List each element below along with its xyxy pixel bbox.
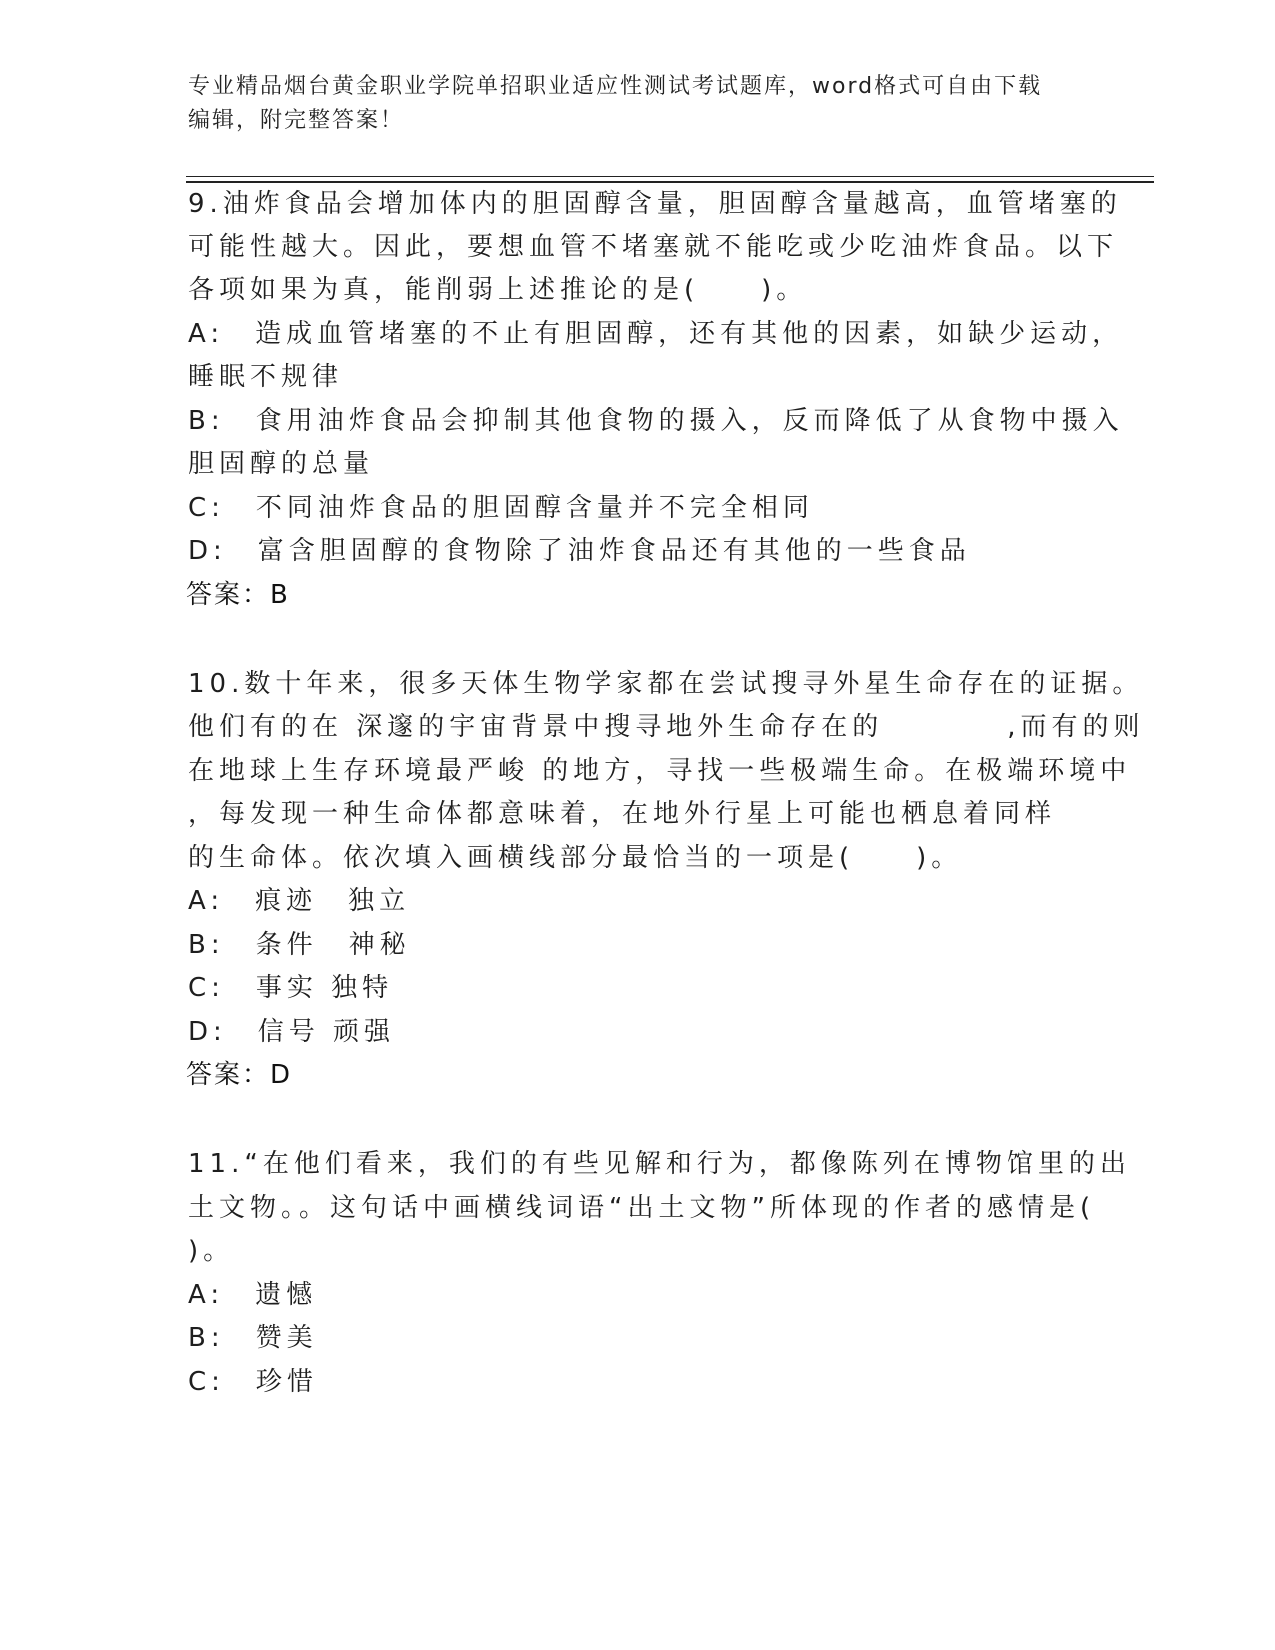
- question-9-option-b: B: 食用油炸食品会抑制其他食物的摄入，反而降低了从食物中摄入: [188, 406, 1124, 436]
- header-text: [188, 70, 1088, 138]
- question-10-stem-line-1: 10.数十年来，很多天体生物学家都在尝试搜寻外星生命存在的证据。: [188, 669, 1144, 699]
- question-11-stem-line-3: )。: [188, 1236, 235, 1266]
- question-10-stem-line-5: 的生命体。依次填入画横线部分最恰当的一项是( )。: [188, 843, 963, 873]
- question-10-option-b: B: 条件 神秘: [188, 930, 411, 960]
- question-11-stem-line-2: 土文物。。这句话中画横线词语“出土文物”所体现的作者的感情是(: [188, 1193, 1096, 1223]
- question-10-answer: 答案：D: [186, 1060, 293, 1090]
- question-10-option-d: D: 信号 顽强: [188, 1017, 396, 1047]
- question-9-stem-line-3: 各项如果为真，能削弱上述推论的是( )。: [188, 275, 808, 305]
- question-9-answer: 答案：B: [186, 580, 290, 610]
- header-divider-thick: [186, 181, 1154, 183]
- question-11-option-a: A: 遗憾: [188, 1280, 318, 1310]
- question-10-stem-line-2: 他们有的在 深邃的宇宙背景中搜寻地外生命存在的 ,而有的则: [188, 712, 1145, 742]
- question-10-option-a: A: 痕迹 独立: [188, 886, 411, 916]
- question-9-option-c: C: 不同油炸食品的胆固醇含量并不完全相同: [188, 493, 814, 523]
- question-9-option-d: D: 富含胆固醇的食物除了油炸食品还有其他的一些食品: [188, 536, 971, 566]
- header-divider-thin: [186, 176, 1154, 177]
- question-11-stem-line-1: 11.“在他们看来，我们的有些见解和行为，都像陈列在博物馆里的出: [188, 1149, 1131, 1179]
- question-11-option-b: B: 赞美: [188, 1323, 318, 1353]
- question-9-stem-line-2: 可能性越大。因此，要想血管不堵塞就不能吃或少吃油炸食品。以下: [188, 232, 1119, 262]
- question-9-option-a: A: 造成血管堵塞的不止有胆固醇，还有其他的因素，如缺少运动，: [188, 319, 1124, 349]
- question-10-stem-line-3: 在地球上生存环境最严峻 的地方，寻找一些极端生命。在极端环境中: [188, 756, 1132, 786]
- question-9-stem-line-1: 9.油炸食品会增加体内的胆固醇含量，胆固醇含量越高，血管堵塞的: [188, 189, 1122, 219]
- question-10-option-c: C: 事实 独特: [188, 973, 394, 1003]
- question-9-option-a-cont: 睡眠不规律: [188, 362, 344, 392]
- question-9-option-b-cont: 胆固醇的总量: [188, 449, 375, 479]
- question-10-stem-line-4: ，每发现一种生命体都意味着，在地外行星上可能也栖息着同样: [188, 799, 1057, 829]
- question-11-option-c: C: 珍惜: [188, 1367, 318, 1397]
- header-line-1: 专业精品烟台黄金职业学院单招职业适应性测试考试题库，word格式可自由下载: [188, 74, 1043, 99]
- header-line-2: 编辑，附完整答案！: [188, 108, 405, 133]
